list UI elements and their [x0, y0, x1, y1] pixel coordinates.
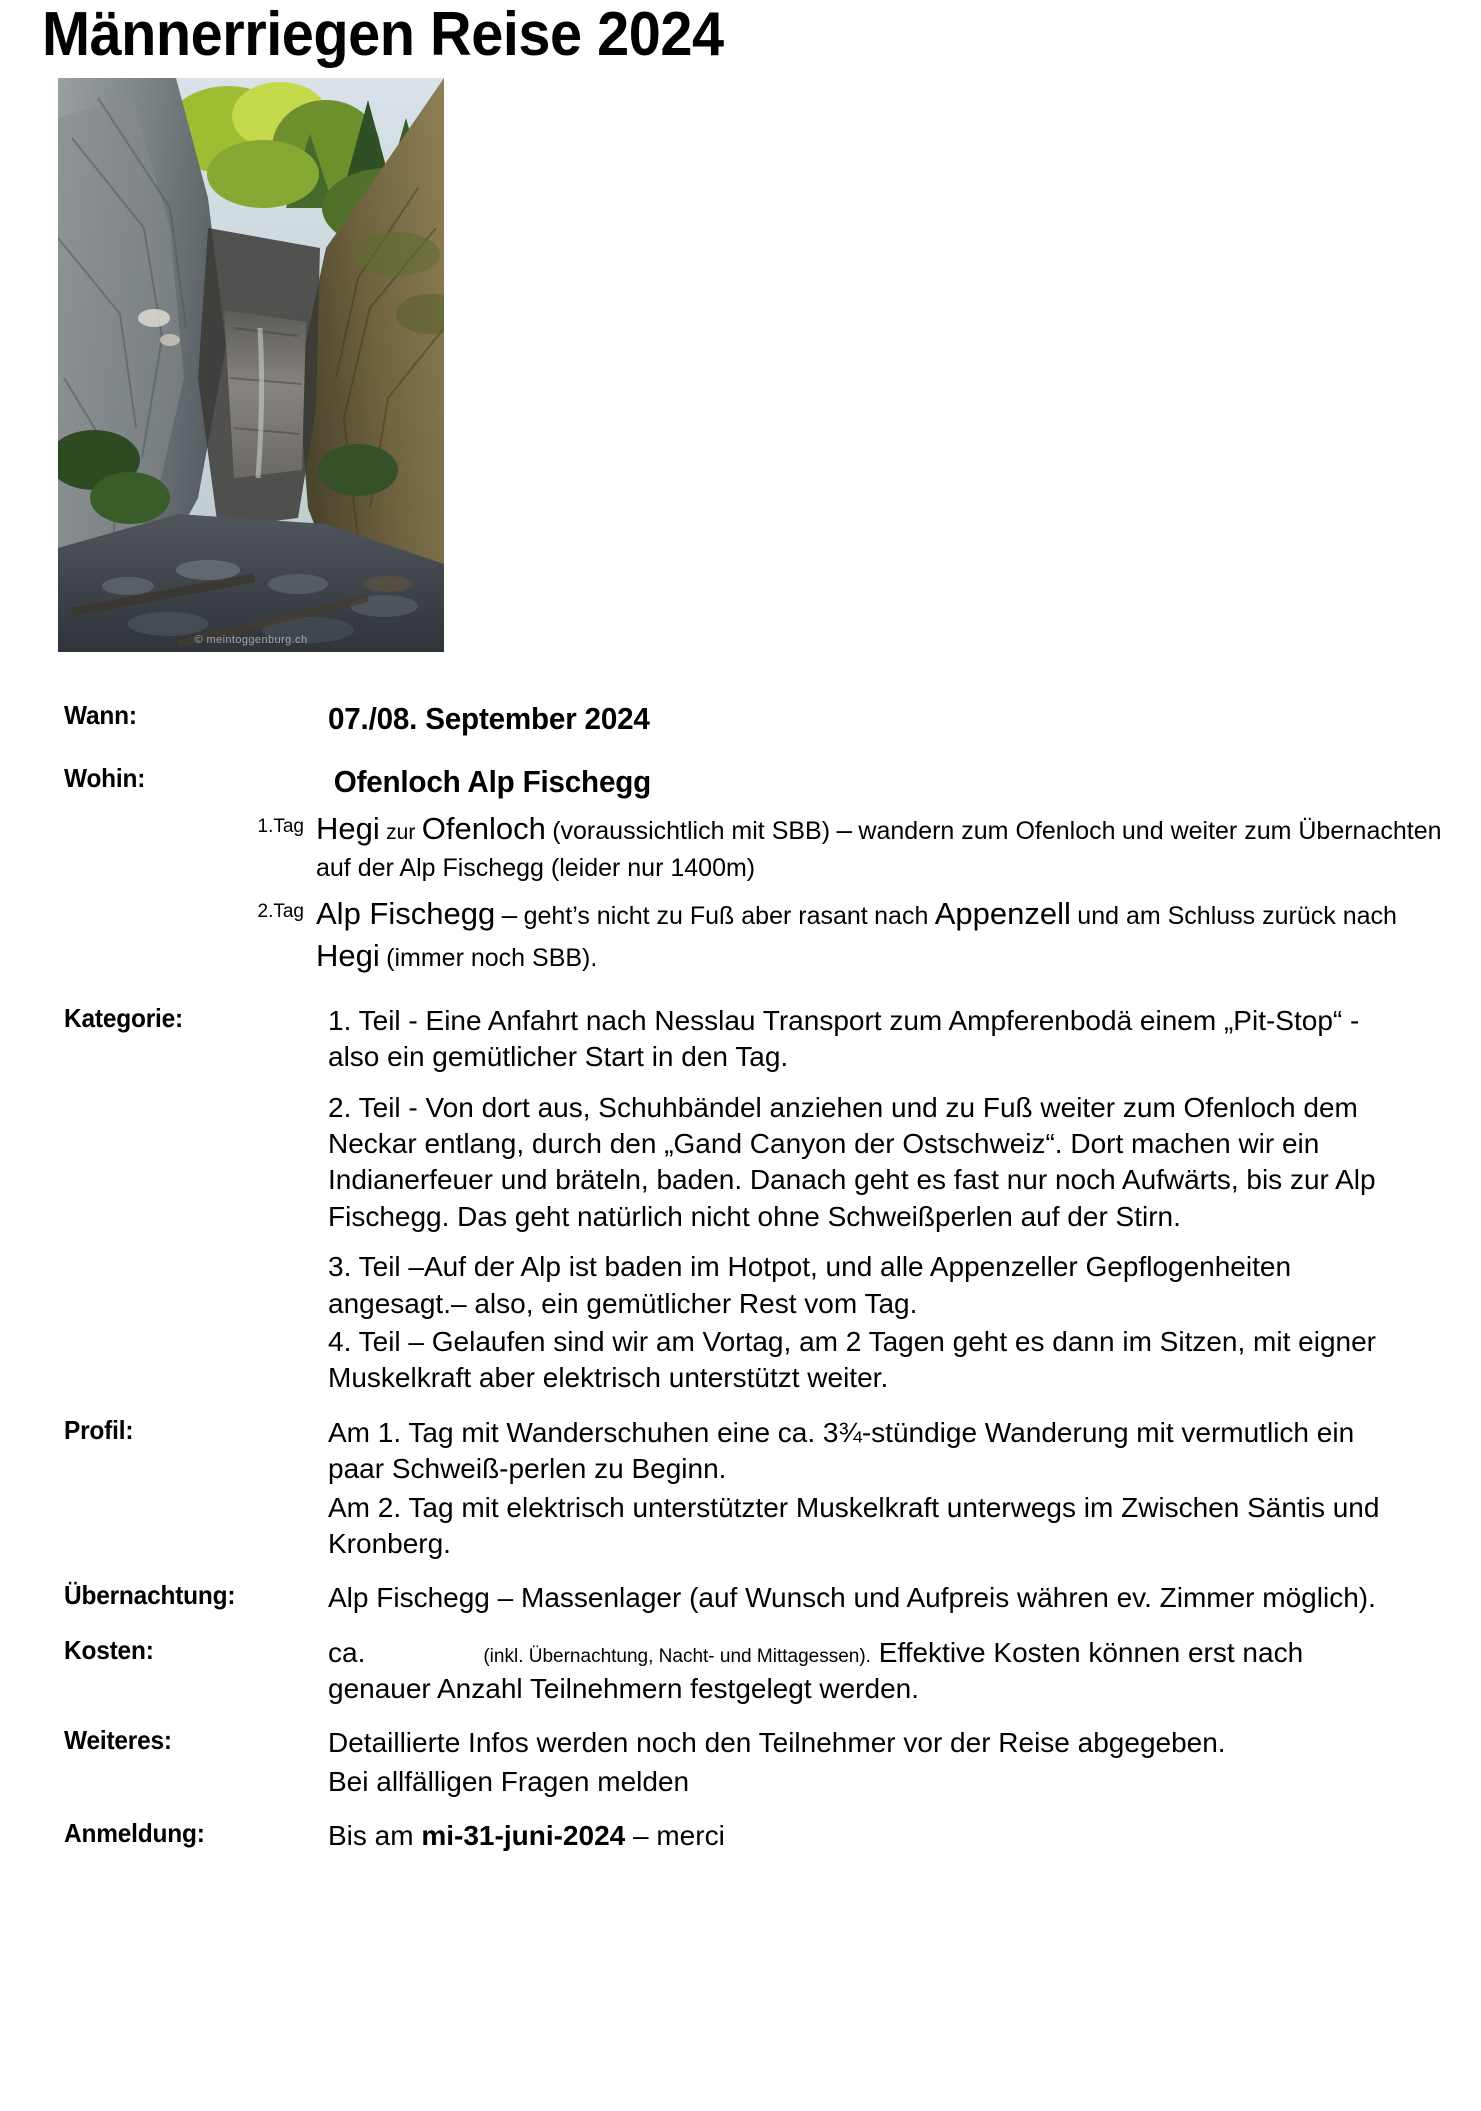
day-number-2: 2.Tag — [257, 900, 304, 922]
kosten-rest: Effektive Kosten können erst nach genauer Anzahl Teilnehmern festgelegt werden. — [328, 1636, 1304, 1705]
value-profil-wrap — [328, 1415, 1451, 1563]
day2-part-5: und am Schluss zurück nach — [1077, 901, 1397, 930]
ofenloch-gorge-photo — [58, 78, 444, 652]
label-weiteres: Weiteres: — [64, 1725, 172, 1756]
label-uebernachtung: Übernachtung: — [64, 1580, 236, 1611]
row-kategorie — [0, 1003, 1481, 1397]
gorge-illustration — [58, 78, 444, 652]
value-wann-wrap — [328, 700, 1451, 737]
anmeldung-paragraph — [328, 1818, 1413, 1854]
day-number-1: 1.Tag — [257, 816, 304, 838]
label-anmeldung: Anmeldung: — [64, 1818, 205, 1849]
day1-part-1: zur — [386, 821, 416, 845]
weiteres-paragraph: Detaillierte Infos werden noch den Teilnehmer vor der Reise abgegeben. — [328, 1727, 1226, 1759]
profil-paragraph: Am 1. Tag mit Wanderschuhen eine ca. 3¾-stündige Wanderung mit vermutlich ein paar Schweiß-perlen zu Beginn. — [328, 1416, 1355, 1485]
spacer — [0, 1397, 1481, 1415]
row-profil — [0, 1415, 1481, 1563]
day2-part-4: Appenzell — [934, 895, 1071, 931]
day1-part-2: Ofenloch — [421, 811, 546, 847]
label-wann: Wann: — [64, 700, 137, 730]
day1-part-0: Hegi — [316, 811, 380, 847]
profil-paragraph: Am 2. Tag mit elektrisch unterstützter Muskelkraft unterwegs im Zwischen Säntis und Kronberg. — [328, 1491, 1380, 1559]
row-wohin — [0, 763, 1481, 800]
day-row-1 — [0, 808, 1481, 884]
spacer — [0, 1707, 1481, 1725]
kategorie-paragraph: 1. Teil - Eine Anfahrt nach Nesslau Transport zum Ampferenbodä einem „Pit-Stop“ - also ein gemütlicher Start in den Tag. — [328, 1004, 1360, 1073]
value-wohin: Ofenloch Alp Fischegg — [333, 764, 652, 800]
weiteres-paragraph: Bei allfälligen Fragen melden — [328, 1765, 690, 1797]
kosten-prefix: ca. — [328, 1636, 366, 1668]
value-wohin-wrap — [328, 763, 1451, 800]
label-kategorie: Kategorie: — [64, 1002, 183, 1033]
day2-part-7: (immer noch SBB). — [386, 943, 598, 972]
day2-part-0: Alp Fischegg — [316, 895, 496, 931]
anmeldung-prefix: Bis am — [328, 1820, 414, 1852]
value-kategorie-wrap — [328, 1003, 1451, 1397]
row-anmeldung — [0, 1818, 1481, 1854]
kosten-note: (inkl. Übernachtung, Nacht- und Mittagessen). — [483, 1645, 871, 1667]
day1-part-6: und weiter zum Übernachten auf der Alp Fischegg (leider nur 1400m) — [316, 817, 1442, 882]
day1-part-4: – — [836, 814, 853, 846]
day-text-1 — [316, 808, 1451, 884]
spacer — [0, 737, 1481, 763]
day2-part-1: – — [501, 898, 518, 930]
value-kosten-wrap — [328, 1635, 1451, 1708]
day-text-2 — [316, 893, 1451, 977]
value-uebernachtung-wrap — [328, 1580, 1451, 1616]
label-wohin: Wohin: — [64, 763, 146, 794]
spacer — [0, 1562, 1481, 1580]
label-profil: Profil: — [64, 1414, 134, 1445]
value-weiteres-wrap — [328, 1725, 1451, 1800]
anmeldung-suffix: – merci — [633, 1820, 725, 1852]
day2-part-6: Hegi — [316, 937, 380, 973]
kategorie-paragraph: 4. Teil – Gelaufen sind wir am Vortag, am 2 Tagen geht es dann im Sitzen, mit eigner Muskelkraft aber elektrisch unterstützt weiter. — [328, 1325, 1376, 1394]
spacer — [0, 977, 1481, 1003]
kategorie-paragraph: 2. Teil - Von dort aus, Schuhbändel anziehen und zu Fuß weiter zum Ofenloch dem Neckar entlang, durch den „Gand Canyon der Ostschweiz“. Dort machen wir ein Indianerfeuer und bräteln, baden. Danach geht es fast nur noch Aufwärts, bis zur Alp Fischegg. Das geht natürlich nicht ohne Schweißperlen auf der Stirn. — [328, 1091, 1376, 1232]
spacer — [0, 1800, 1481, 1818]
row-kosten — [0, 1635, 1481, 1708]
page-title: Männerriegen Reise 2024 — [42, 0, 724, 69]
anmeldung-date: mi-31-juni-2024 — [421, 1820, 626, 1852]
details-list — [0, 700, 1481, 1855]
photo-watermark: © meintoggenburg.ch — [194, 634, 308, 646]
day1-part-3: (voraussichtlich mit SBB) — [552, 817, 831, 846]
day1-part-5: wandern zum Ofenloch — [858, 817, 1116, 846]
row-weiteres — [0, 1725, 1481, 1800]
day2-part-2: geht’s nicht zu Fuß aber rasant — [523, 901, 868, 930]
day2-part-3: nach — [874, 901, 929, 930]
row-uebernachtung — [0, 1580, 1481, 1616]
label-kosten: Kosten: — [64, 1634, 154, 1665]
uebernachtung-paragraph: Alp Fischegg – Massenlager (auf Wunsch und Aufpreis währen ev. Zimmer möglich). — [328, 1582, 1376, 1614]
row-wann — [0, 700, 1481, 737]
kosten-paragraph — [328, 1635, 1413, 1708]
spacer — [0, 1617, 1481, 1635]
day-row-2 — [0, 893, 1481, 977]
value-wann: 07./08. September 2024 — [328, 701, 650, 736]
kategorie-paragraph: 3. Teil –Auf der Alp ist baden im Hotpot, und alle Appenzeller Gepflogenheiten angesagt.– also, ein gemütlicher Rest vom Tag. — [328, 1251, 1292, 1319]
value-anmeldung-wrap — [328, 1818, 1451, 1854]
